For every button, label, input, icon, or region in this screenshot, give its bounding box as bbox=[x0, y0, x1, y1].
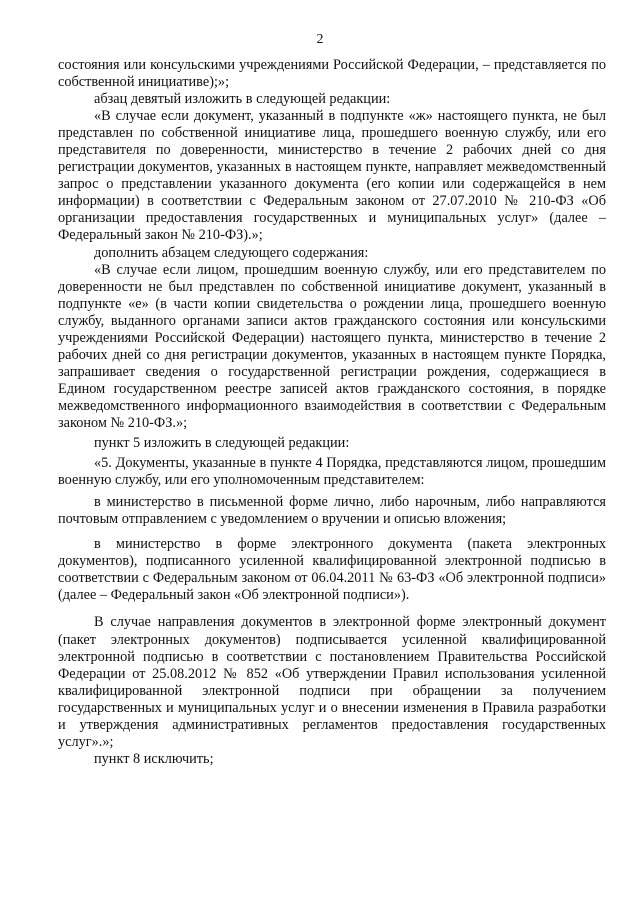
paragraph-item5-electronic: в министерство в форме электронного документа (пакета электронных документов), подписанного усиленной квалифицированной электронной подписью в соответствии с Федеральным законом от 06.04.2011 № 63-ФЗ «Об электронной подписи» (далее – Федеральный закон «Об электронной подписи»). bbox=[58, 536, 606, 604]
paragraph-item5-written: в министерство в письменной форме лично, либо нарочным, либо направляются почтовым отправлением с уведомлением о вручении и описью вложения; bbox=[58, 494, 606, 528]
paragraph-instruction-ninth: абзац девятый изложить в следующей редакции: bbox=[94, 91, 391, 108]
paragraph-quote-ninth: «В случае если документ, указанный в подпункте «ж» настоящего пункта, не был представлен по собственной инициативе лица, прошедшего военную службу, или его представителя по доверенности, министерство в течение 2 рабочих дней со дня регистрации документов, указанных в настоящем пункте, направляет межведомственный запрос о представлении указанного документа (его копии или содержащейся в нем информации) в соответствии с Федеральным законом от 27.07.2010 № 210-ФЗ «Об организации предоставления государственных и муниципальных услуг» (далее – Федеральный закон № 210-ФЗ).»; bbox=[58, 108, 606, 244]
document-body bbox=[58, 57, 606, 768]
page-number: 2 bbox=[316, 32, 324, 47]
paragraph-quote-add: «В случае если лицом, прошедшим военную службу, или его представителем по доверенности не был представлен по собственной инициативе документ, указанный в подпункте «е» (в части копии свидетельства о рождении лица, прошедшего военную службу, выданного органами записи актов гражданского состояния или консульскими учреждениями Российской Федерации) настоящего пункта, министерство в течение 2 рабочих дней со дня регистрации документов, указанных в настоящем пункте Порядка, запрашивает сведения о государственной регистрации рождения, содержащиеся в Едином государственном реестре записей актов гражданского состояния, в порядке межведомственного информационного взаимодействия в соответствии с Федеральным законом № 210-ФЗ.»; bbox=[58, 261, 606, 431]
paragraph-instruction-add: дополнить абзацем следующего содержания: bbox=[94, 244, 369, 261]
paragraph-continuation: состояния или консульскими учреждениями Российской Федерации, – представляется по собственной инициативе);»; bbox=[58, 57, 606, 91]
paragraph-instruction-item5: пункт 5 изложить в следующей редакции: bbox=[94, 435, 350, 452]
paragraph-item5-intro: «5. Документы, указанные в пункте 4 Порядка, представляются лицом, прошедшим военную службу, или его уполномоченным представителем: bbox=[58, 455, 606, 489]
paragraph-electronic-signature: В случае направления документов в электронной форме электронный документ (пакет электронных документов) подписывается усиленной квалифицированной электронной подписью в соответствии с постановлением Правительства Российской Федерации от 25.08.2012 № 852 «Об утверждении Правил использования усиленной квалифицированной электронной подписи при обращении за получением государственных и муниципальных услуг и о внесении изменения в Правила разработки и утверждения административных регламентов предоставления государственных услуг».»; bbox=[58, 614, 606, 750]
paragraph-instruction-item8: пункт 8 исключить; bbox=[94, 750, 214, 767]
